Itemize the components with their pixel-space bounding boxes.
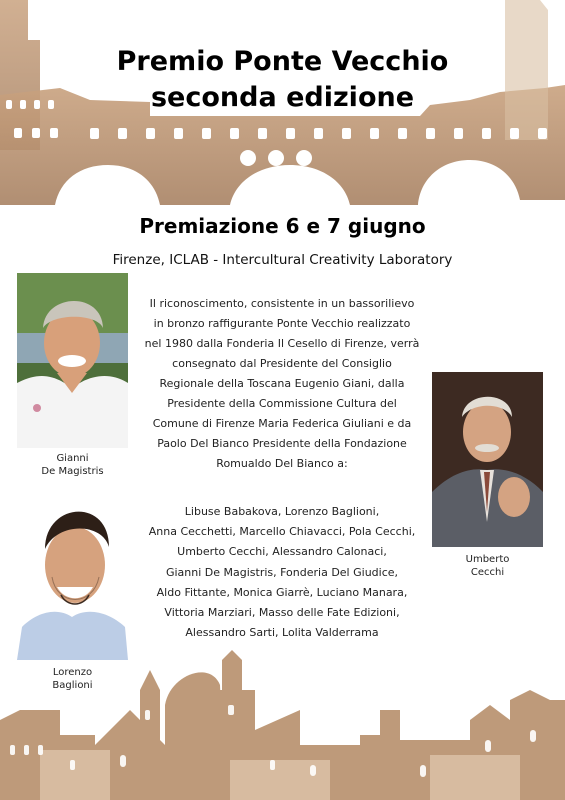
photo-gianni-de-magistris: [17, 273, 128, 448]
title-line-2: seconda edizione: [150, 82, 415, 113]
recipient-line: Gianni De Magistris, Fonderia Del Giudice,: [165, 565, 399, 579]
caption-line-2: Baglioni: [52, 680, 93, 691]
recipient-line: Umberto Cecchi, Alessandro Calonaci,: [177, 545, 387, 559]
caption-lorenzo-baglioni: [17, 666, 128, 692]
award-description: Il riconoscimento, consistente in un bassorilievo in bronzo raffigurante Ponte Vecchio realizzato nel 1980 dalla Fonderia Il Cesello di Firenze, verrà consegnato dal Presidente del Consiglio Regionale della Toscana Eugenio Giani, dalla Presidente della Commissione Cultura del Comune di Firenze Maria Federica Giuliani e da Paolo Del Bianco Presidente della Fondazione Romualdo Del Bianco a:: [144, 297, 420, 470]
caption-line-1: Umberto: [465, 554, 510, 565]
recipient-line: Anna Cecchetti, Marcello Chiavacci, Pola Cecchi,: [148, 525, 416, 539]
caption-gianni-de-magistris: [17, 452, 128, 478]
page-title: [0, 44, 565, 116]
caption-line-1: Gianni: [56, 453, 89, 464]
award-date-heading: Premiazione 6 e 7 giugno: [139, 214, 426, 238]
caption-umberto-cecchi: [432, 553, 543, 579]
recipient-line: Libuse Babakova, Lorenzo Baglioni,: [184, 505, 380, 518]
recipient-list: [144, 502, 420, 643]
caption-line-1: Lorenzo: [52, 667, 93, 678]
caption-line-2: De Magistris: [41, 466, 104, 477]
photo-umberto-cecchi: [432, 372, 543, 547]
recipient-line: Vittoria Marziari, Masso delle Fate Edizioni,: [164, 606, 400, 620]
recipient-line: Aldo Fittante, Monica Giarrè, Luciano Manara,: [156, 585, 408, 599]
caption-line-2: Cecchi: [470, 567, 505, 578]
photo-lorenzo-baglioni: [17, 487, 128, 660]
title-line-1: Premio Ponte Vecchio: [116, 46, 449, 77]
location-text: Firenze, ICLAB - Intercultural Creativity Laboratory: [112, 252, 453, 268]
recipient-line: Alessandro Sarti, Lolita Valderrama: [185, 626, 379, 640]
